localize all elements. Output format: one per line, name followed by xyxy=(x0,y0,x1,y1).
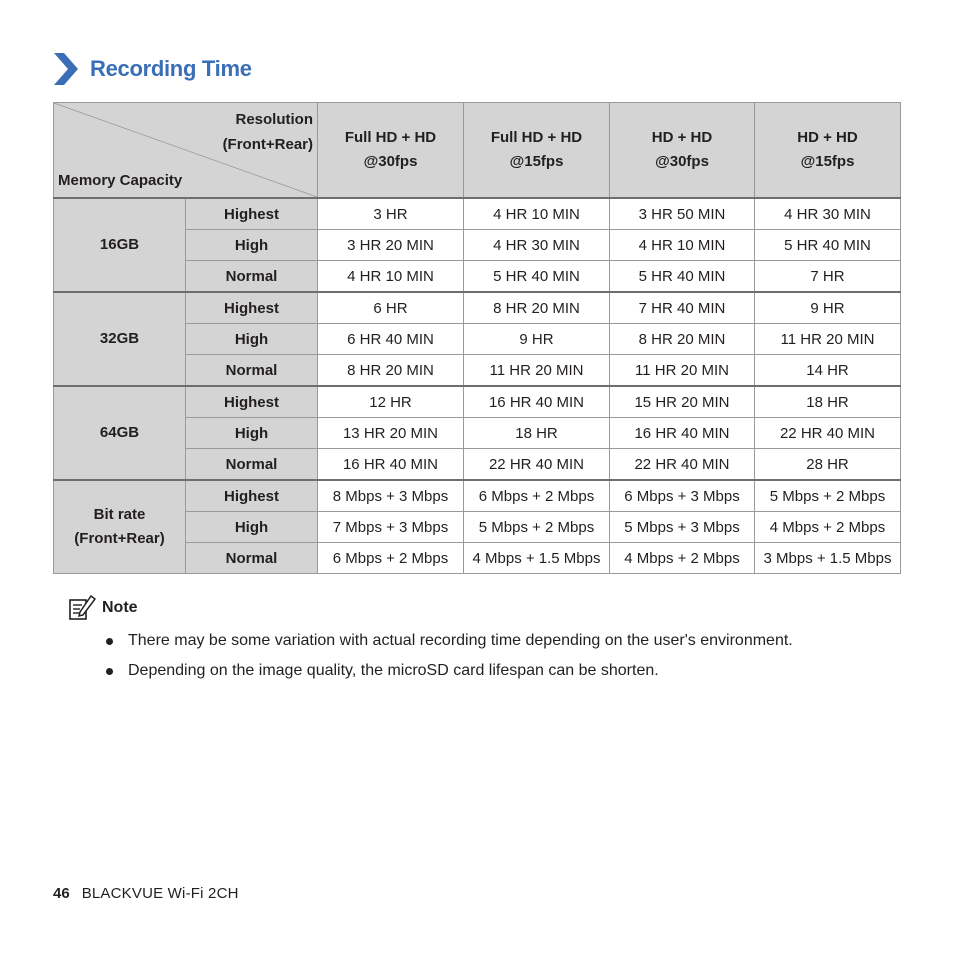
table-cell: 3 HR 50 MIN xyxy=(610,198,755,230)
resolution-label: Resolution (Front+Rear) xyxy=(222,111,313,153)
level-label: Normal xyxy=(186,261,318,293)
group-label-32gb: 32GB xyxy=(54,292,186,386)
note-label: Note xyxy=(102,599,138,616)
table-cell: 7 Mbps + 3 Mbps xyxy=(318,512,464,543)
table-cell: 5 HR 40 MIN xyxy=(755,230,901,261)
note-header xyxy=(68,594,908,622)
table-cell: 4 Mbps + 2 Mbps xyxy=(755,512,901,543)
table-cell: 6 Mbps + 3 Mbps xyxy=(610,480,755,512)
table-cell: 22 HR 40 MIN xyxy=(610,449,755,481)
table-cell: 6 Mbps + 2 Mbps xyxy=(464,480,610,512)
table-cell: 7 HR xyxy=(755,261,901,293)
table-corner-cell xyxy=(54,103,318,199)
table-cell: 9 HR xyxy=(464,324,610,355)
note-list xyxy=(68,626,908,686)
recording-time-table xyxy=(53,102,901,574)
table-cell: 6 HR xyxy=(318,292,464,324)
column-header: Full HD + HD @30fps xyxy=(318,103,464,199)
table-cell: 5 Mbps + 2 Mbps xyxy=(755,480,901,512)
table-cell: 15 HR 20 MIN xyxy=(610,386,755,418)
bullet-icon xyxy=(106,638,113,645)
table-cell: 8 Mbps + 3 Mbps xyxy=(318,480,464,512)
table-cell: 22 HR 40 MIN xyxy=(464,449,610,481)
level-label: Normal xyxy=(186,355,318,387)
table-cell: 7 HR 40 MIN xyxy=(610,292,755,324)
table-header-row xyxy=(54,103,901,199)
level-label: Normal xyxy=(186,543,318,574)
level-label: Normal xyxy=(186,449,318,481)
table-cell: 16 HR 40 MIN xyxy=(464,386,610,418)
column-header: HD + HD @15fps xyxy=(755,103,901,199)
table-cell: 4 Mbps + 2 Mbps xyxy=(610,543,755,574)
table-cell: 8 HR 20 MIN xyxy=(464,292,610,324)
table-cell: 16 HR 40 MIN xyxy=(610,418,755,449)
level-label: High xyxy=(186,418,318,449)
memory-capacity-label: Memory Capacity xyxy=(58,172,183,189)
page-number: 46 xyxy=(53,885,70,902)
table-cell: 3 HR 20 MIN xyxy=(318,230,464,261)
table-cell: 11 HR 20 MIN xyxy=(755,324,901,355)
page-footer xyxy=(53,885,239,902)
table-cell: 4 Mbps + 1.5 Mbps xyxy=(464,543,610,574)
table-cell: 4 HR 10 MIN xyxy=(464,198,610,230)
column-header: HD + HD @30fps xyxy=(610,103,755,199)
level-label: High xyxy=(186,512,318,543)
chevron-right-icon xyxy=(52,53,78,85)
table-cell: 4 HR 30 MIN xyxy=(755,198,901,230)
table-row xyxy=(54,386,901,418)
table-cell: 16 HR 40 MIN xyxy=(318,449,464,481)
note-section xyxy=(68,594,908,686)
table-cell: 6 Mbps + 2 Mbps xyxy=(318,543,464,574)
level-label: Highest xyxy=(186,386,318,418)
table-cell: 9 HR xyxy=(755,292,901,324)
table-cell: 14 HR xyxy=(755,355,901,387)
table-row xyxy=(54,480,901,512)
table-cell: 3 Mbps + 1.5 Mbps xyxy=(755,543,901,574)
list-item: There may be some variation with actual recording time depending on the user's environment. xyxy=(68,626,908,656)
table-cell: 5 HR 40 MIN xyxy=(464,261,610,293)
table-cell: 8 HR 20 MIN xyxy=(610,324,755,355)
table-cell: 18 HR xyxy=(755,386,901,418)
group-label-bitrate: Bit rate (Front+Rear) xyxy=(54,480,186,574)
table-row xyxy=(54,198,901,230)
table-row xyxy=(54,292,901,324)
table-cell: 6 HR 40 MIN xyxy=(318,324,464,355)
section-heading xyxy=(52,52,252,86)
level-label: High xyxy=(186,324,318,355)
column-header: Full HD + HD @15fps xyxy=(464,103,610,199)
bullet-icon xyxy=(106,668,113,675)
page-title: Recording Time xyxy=(90,56,252,81)
table-cell: 5 Mbps + 2 Mbps xyxy=(464,512,610,543)
table-cell: 4 HR 10 MIN xyxy=(610,230,755,261)
table-cell: 11 HR 20 MIN xyxy=(610,355,755,387)
note-pencil-icon xyxy=(68,595,96,621)
table-cell: 8 HR 20 MIN xyxy=(318,355,464,387)
table-cell: 4 HR 10 MIN xyxy=(318,261,464,293)
level-label: Highest xyxy=(186,292,318,324)
table-cell: 11 HR 20 MIN xyxy=(464,355,610,387)
table-cell: 3 HR xyxy=(318,198,464,230)
level-label: Highest xyxy=(186,480,318,512)
table-cell: 13 HR 20 MIN xyxy=(318,418,464,449)
table-cell: 12 HR xyxy=(318,386,464,418)
table-cell: 4 HR 30 MIN xyxy=(464,230,610,261)
table-cell: 28 HR xyxy=(755,449,901,481)
product-name: BLACKVUE Wi-Fi 2CH xyxy=(81,885,239,902)
level-label: High xyxy=(186,230,318,261)
group-label-64gb: 64GB xyxy=(54,386,186,480)
list-item: Depending on the image quality, the microSD card lifespan can be shorten. xyxy=(68,656,908,686)
table-cell: 18 HR xyxy=(464,418,610,449)
table-cell: 5 HR 40 MIN xyxy=(610,261,755,293)
group-label-16gb: 16GB xyxy=(54,198,186,292)
table-cell: 5 Mbps + 3 Mbps xyxy=(610,512,755,543)
table-cell: 22 HR 40 MIN xyxy=(755,418,901,449)
level-label: Highest xyxy=(186,198,318,230)
